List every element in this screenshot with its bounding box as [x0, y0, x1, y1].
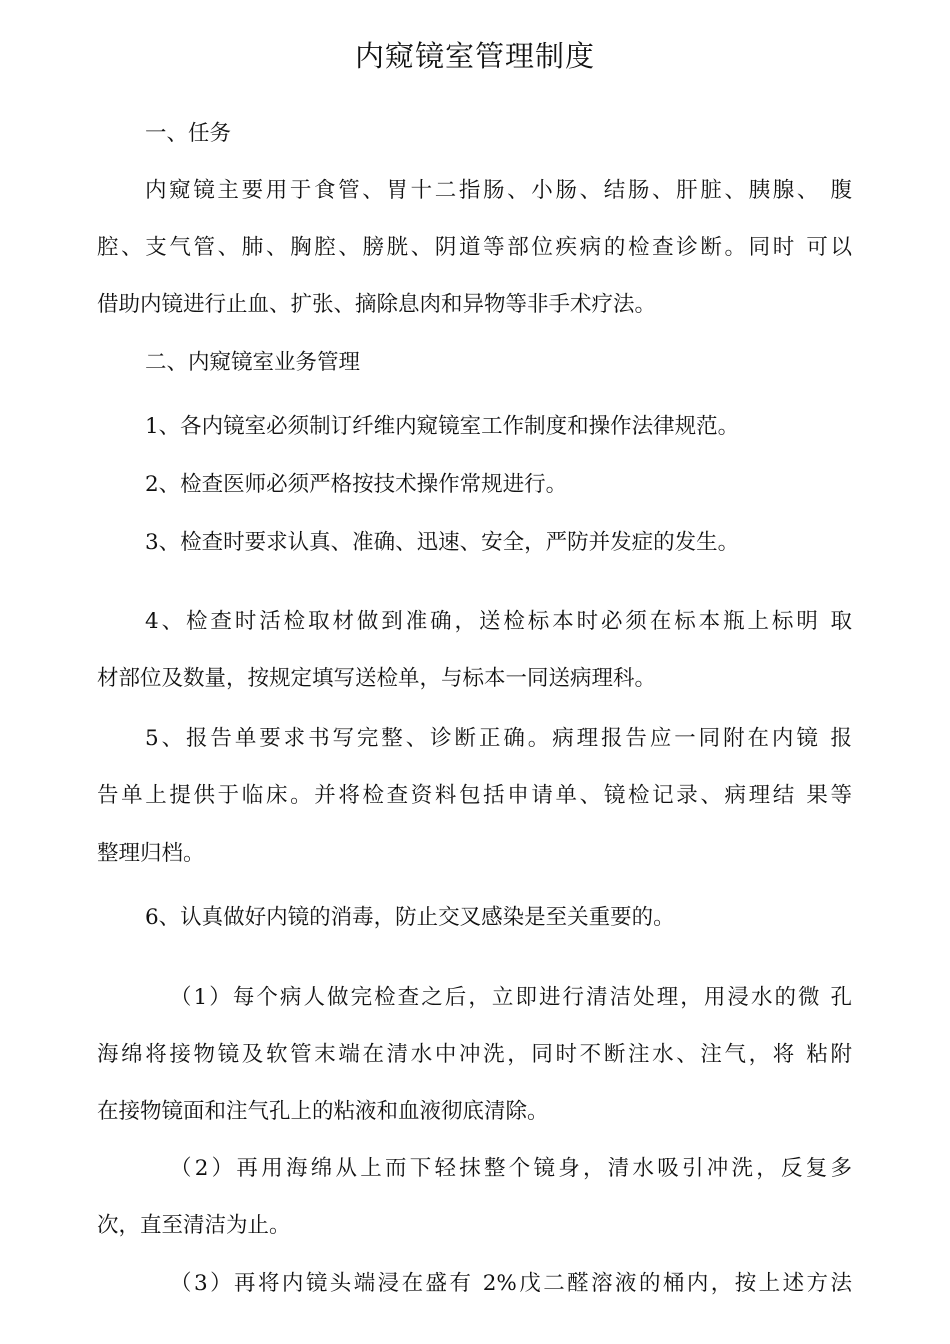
- sub-item-2-line: 次，直至清洁为止。: [97, 1213, 291, 1238]
- list-item-4-line: 材部位及数量，按规定填写送检单，与标本一同送病理科。: [97, 666, 657, 691]
- sub-item-3-line: （3）再将内镜头端浸在盛有 2%戊二醛溶液的桶内，按上述方法: [170, 1271, 852, 1296]
- sub-item-1-line: 在接物镜面和注气孔上的粘液和血液彻底清除。: [97, 1099, 549, 1124]
- list-item-3: 3、检查时要求认真、准确、迅速、安全，严防并发症的发生。: [145, 530, 740, 555]
- list-item-6: 6、认真做好内镜的消毒，防止交叉感染是至关重要的。: [145, 905, 675, 930]
- sub-item-1-line: 海绵将接物镜及软管末端在清水中冲洗，同时不断注水、注气，将 粘附: [97, 1042, 852, 1067]
- list-item-5-line: 告单上提供于临床。并将检查资料包括申请单、镜检记录、病理结 果等: [97, 783, 852, 808]
- sub-item-1-line: （1）每个病人做完检查之后，立即进行清洁处理，用浸水的微 孔: [170, 985, 852, 1010]
- list-item-5-line: 5、报告单要求书写完整、诊断正确。病理报告应一同附在内镜 报: [145, 726, 852, 751]
- list-item-5-line: 整理归档。: [97, 841, 205, 866]
- section-heading-task: 一、任务: [145, 121, 232, 146]
- list-item-1: 1、各内镜室必须制订纤维内窥镜室工作制度和操作法律规范。: [145, 414, 740, 439]
- document-title: 内窥镜室管理制度: [354, 39, 595, 73]
- section-heading-management: 二、内窥镜室业务管理: [145, 350, 361, 375]
- list-item-2: 2、检查医师必须严格按技术操作常规进行。: [145, 472, 568, 497]
- list-item-4-line: 4、检查时活检取材做到准确，送检标本时必须在标本瓶上标明 取: [145, 609, 852, 634]
- paragraph-line: 内窥镜主要用于食管、胃十二指肠、小肠、结肠、肝脏、胰腺、 腹: [145, 178, 852, 203]
- paragraph-line: 腔、支气管、肺、胸腔、膀胱、阴道等部位疾病的检查诊断。同时 可以: [97, 235, 852, 260]
- sub-item-2-line: （2）再用海绵从上而下轻抹整个镜身，清水吸引冲洗，反复多: [170, 1156, 852, 1181]
- paragraph-line: 借助内镜进行止血、扩张、摘除息肉和异物等非手术疗法。: [97, 292, 657, 317]
